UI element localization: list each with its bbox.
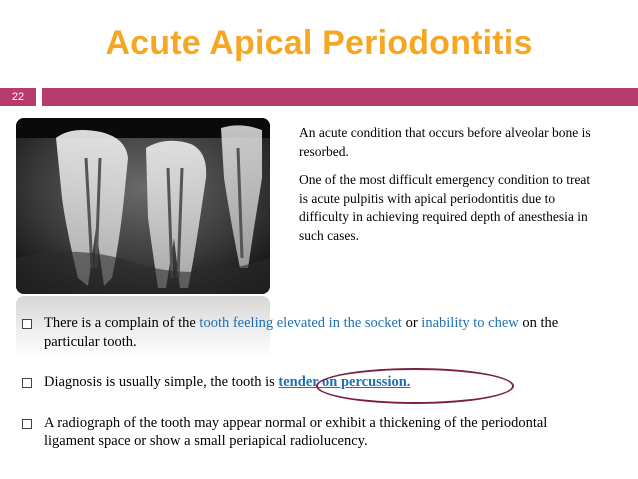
checkbox-bullet-icon — [22, 419, 32, 429]
highlight-text-strong: tender on percussion. — [278, 374, 411, 390]
slide-number: 22 — [0, 88, 36, 106]
xray-picture-icon — [16, 118, 270, 294]
slide-title: Acute Apical Periodontitis — [105, 24, 533, 62]
bullet-text: or — [401, 315, 422, 331]
bullet-item — [20, 373, 600, 392]
description-para-2: One of the most difficult emergency condition to treat is acute pulpitis with apical periodontitis due to difficulty in achieving required depth of anesthesia in such cases. — [299, 172, 591, 243]
highlight-text: tooth feeling elevated in the socket — [199, 315, 402, 331]
radiograph-image — [16, 118, 270, 294]
bullet-list — [20, 314, 600, 473]
description-block — [299, 124, 599, 255]
checkbox-bullet-icon — [22, 319, 32, 329]
bullet-text: A radiograph of the tooth may appear normal or exhibit a thickening of the periodontal ligament space or show a small periapical radiolucency. — [44, 414, 548, 449]
checkbox-bullet-icon — [22, 378, 32, 388]
bullet-text: on the particular tooth. — [44, 315, 559, 350]
bullet-item — [20, 314, 600, 351]
bullet-text: There is a complain of the — [44, 315, 200, 331]
description-para-1: An acute condition that occurs before alveolar bone is resorbed. — [299, 125, 591, 159]
highlight-text: inability to chew — [421, 315, 519, 331]
header-bar — [42, 88, 638, 106]
bullet-text: Diagnosis is usually simple, the tooth is — [44, 374, 279, 390]
bullet-item — [20, 414, 600, 451]
emphasis-ellipse — [316, 368, 514, 404]
